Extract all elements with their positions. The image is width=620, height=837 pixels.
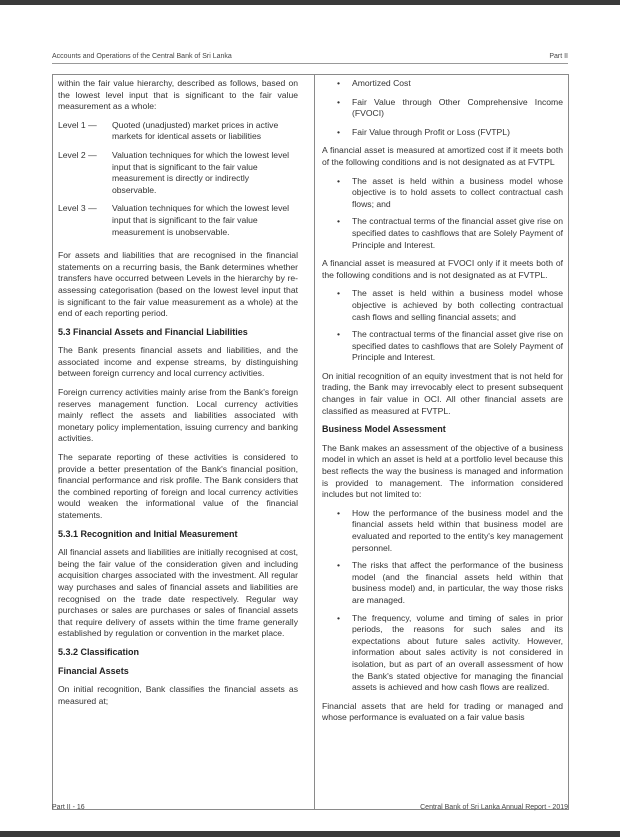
paragraph: The separate reporting of these activities is considered to provide a better presentation of the Bank's financial position, financial performance and risk profile. The Bank considers that the combined reporting of foreign and local currency activities would weaken the informational value of the financial statements.	[58, 452, 298, 520]
paragraph: within the fair value hierarchy, described as follows, based on the lowest level input that is significant to the fair value measurement as a whole:	[58, 78, 298, 112]
level-key: Level 3 —	[58, 203, 97, 214]
subsection-heading: Business Model Assessment	[322, 424, 446, 435]
level-item	[58, 203, 298, 238]
level-key: Level 2 —	[58, 149, 97, 160]
section-heading: 5.3.2 Classification	[58, 646, 140, 657]
page-number: Part II - 16	[52, 804, 85, 811]
list-item: • The contractual terms of the financial asset give rise on specified dates to cashflows that are Solely Payment of Principle and Interest.	[322, 329, 563, 364]
level-key: Level 1 —	[58, 119, 97, 130]
header-rule	[52, 63, 568, 64]
level-item	[58, 120, 298, 143]
section-heading: 5.3.1 Recognition and Initial Measurement	[58, 528, 238, 539]
list-item: • The frequency, volume and timing of sales in prior periods, the reasons for such sales and its expectations about future sales activity. However, information about sales activity is not considered in isolation, but as part of an overall assessment of how the Bank's stated objective for managing the financial assets is achieved and how cash flows are realized.	[322, 613, 563, 694]
section-heading: 5.3 Financial Assets and Financial Liabilities	[58, 326, 248, 337]
paragraph: A financial asset is measured at FVOCI only if it meets both of the following conditions and is not designated as at FVTPL.	[322, 258, 563, 280]
right-column	[322, 78, 563, 731]
paragraph: All financial assets and liabilities are initially recognised at cost, being the fair value of the consideration given and including acquisition charges associated with the investment. All regular way purchases and sales of financial assets and liabilities are recognised on the trade date respectively. Regular way purchases or sales are purchases or sales of financial assets that require delivery of assets within the time frame generally established by regulation or convention in the market place.	[58, 547, 298, 639]
paragraph: A financial asset is measured at amortized cost if it meets both of the following conditions and is not designated as at FVTPL	[322, 145, 563, 167]
left-column	[58, 78, 298, 714]
header-title: Accounts and Operations of the Central Bank of Sri Lanka	[52, 53, 232, 60]
list-item: • Fair Value through Profit or Loss (FVTPL)	[322, 127, 563, 139]
paragraph: The Bank makes an assessment of the objective of a business model in which an asset is held at a portfolio level because this best reflects the way the business is managed and information is provided to management. The information considered includes but not limited to:	[322, 442, 563, 500]
fvoci-conditions	[322, 288, 563, 364]
report-page	[0, 5, 620, 831]
paragraph: For assets and liabilities that are recognised in the financial statements on a recurring basis, the Bank determines whether transfers have occurred between Levels in the hierarchy by re-assessing categorisation (based on the lowest level input that is significant to the fair value measurement as a whole) at the end of each reporting period.	[58, 250, 298, 319]
classification-list	[322, 78, 563, 138]
list-item: • Amortized Cost	[322, 78, 563, 90]
paragraph: Financial assets that are held for trading or managed and whose performance is evaluated on a fair value basis	[322, 700, 563, 723]
footer-title: Central Bank of Sri Lanka Annual Report - 2019	[420, 804, 568, 811]
paragraph: On initial recognition, Bank classifies the financial assets as measured at;	[58, 684, 298, 706]
level-text: Quoted (unadjusted) market prices in active markets for identical assets or liabilities	[112, 119, 279, 142]
page-header	[52, 53, 568, 60]
list-item: • How the performance of the business model and the financial assets held within that business model are evaluated and reported to the entity's key management personnel.	[322, 508, 563, 554]
header-part: Part II	[549, 53, 568, 60]
business-model-factors	[322, 508, 563, 694]
list-item: • The asset is held within a business model whose objective is to hold assets to collect contractual cash flows; and	[322, 176, 563, 211]
paragraph: On initial recognition of an equity investment that is not held for trading, the Bank may irrevocably elect to present subsequent changes in fair value in OCI. All other financial assets are classified as measured at FVTPL.	[322, 370, 563, 416]
list-item: • The asset is held within a business model whose objective is achieved by both collecting contractual cash flows and selling financial assets; and	[322, 288, 563, 323]
subsection-heading: Financial Assets	[58, 665, 129, 676]
list-item: • Fair Value through Other Comprehensive Income (FVOCI)	[322, 97, 563, 120]
column-divider	[314, 74, 315, 810]
list-item: • The contractual terms of the financial asset give rise on specified dates to cashflows that are Solely Payment of Principle and Interest.	[322, 216, 563, 251]
amortized-cost-conditions	[322, 176, 563, 252]
level-text: Valuation techniques for which the lowest level input that is significant to the fair value measurement is unobservable.	[112, 203, 290, 237]
list-item: • The risks that affect the performance of the business model (and the financial assets held within that business model) and, in particular, the way those risks are managed.	[322, 560, 563, 606]
level-item	[58, 150, 298, 196]
page-footer	[52, 804, 568, 811]
level-text: Valuation techniques for which the lowest level input that is significant to the fair value measurement is directly or indirectly observable.	[112, 149, 290, 195]
paragraph: Foreign currency activities mainly arise from the Bank's foreign reserves management function. Local currency activities mainly reflect the assets and liabilities associated with monetary policy implementation, issuing currency and banking activities.	[58, 387, 298, 444]
paragraph: The Bank presents financial assets and liabilities, and the associated income and expense streams, by distinguishing between foreign currency and local currency activities.	[58, 345, 298, 379]
